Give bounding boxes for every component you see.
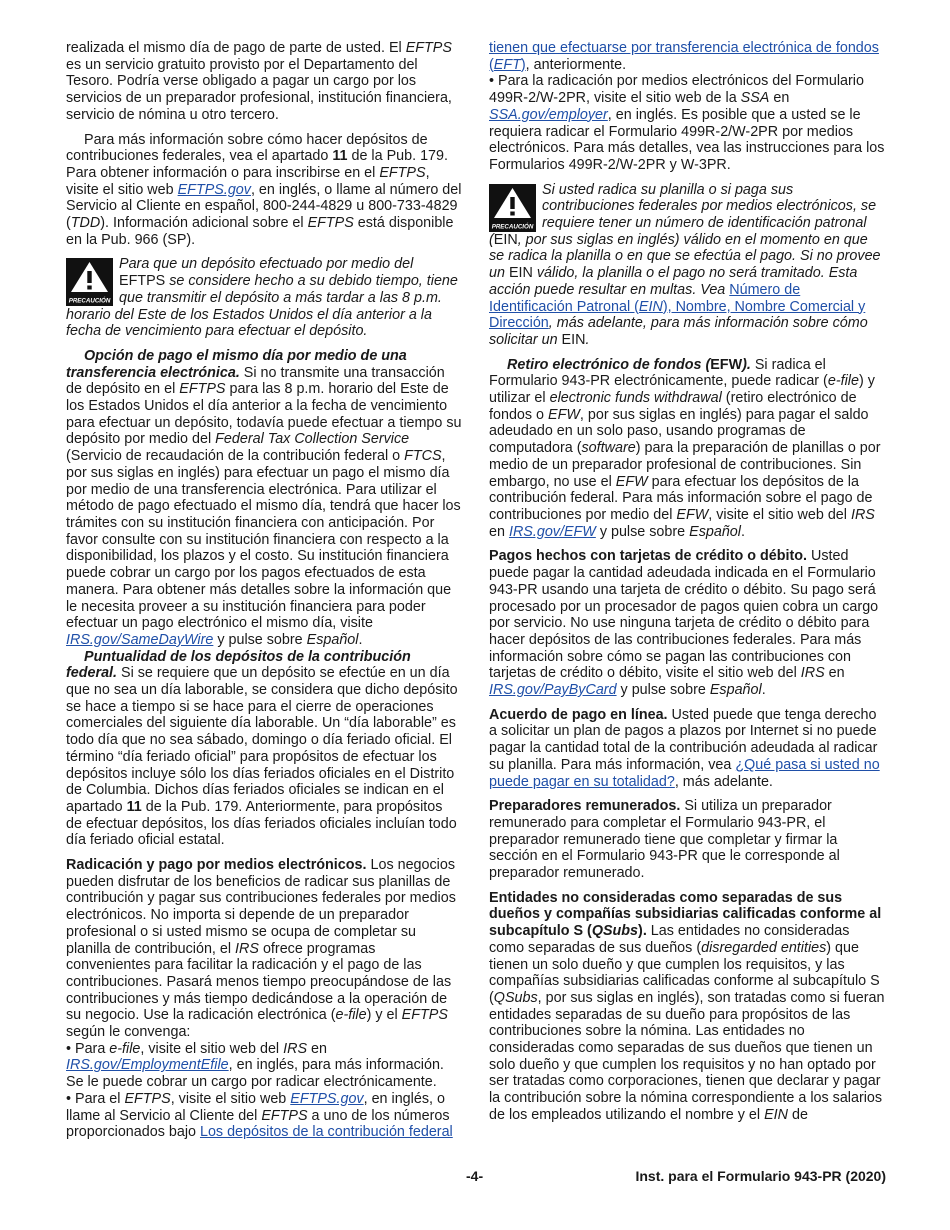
text-run: , en inglés, para más información. Se le puede cobrar un cargo por radicar electrónicamente. <box>66 1057 444 1091</box>
caution-note-deposit-timing <box>66 256 462 340</box>
hyperlink[interactable]: EFTPS.gov <box>177 181 251 198</box>
caution-text <box>489 182 885 349</box>
text-run: ). <box>638 923 647 940</box>
text-run: 11 <box>126 798 142 815</box>
text-run: EFTPS <box>261 1107 308 1124</box>
paragraph-paid-preparers <box>489 798 885 882</box>
text-run: , visite el sitio web del <box>140 1040 284 1057</box>
text-run: y pulse sobre <box>616 682 710 699</box>
text-run: Para que un depósito efectuado por medio del <box>119 256 414 273</box>
text-run: EIN <box>764 1106 789 1123</box>
text-run: EFTPS <box>307 215 354 232</box>
text-run: ). <box>742 356 751 373</box>
text-run: Si usted radica su planilla o si paga sus contribuciones federales por medios electrónicos, se requiere tener un número de identificación patronal ( <box>489 181 877 248</box>
text-run: ) que tienen un solo dueño y que cumplen los requisitos, y las compañías subsidiarias calificadas conforme al subcapítulo S ( <box>489 939 880 1006</box>
text-run: , visite el sitio web <box>170 1090 291 1107</box>
text-run: EFW <box>710 356 743 373</box>
text-run: Español <box>689 523 741 540</box>
hyperlink[interactable]: Número de Identificación Patronal ( <box>489 281 801 315</box>
text-run: realizada el mismo día de pago de parte de usted. El <box>66 40 406 56</box>
paragraph-online-payment <box>489 707 885 791</box>
caution-icon <box>66 258 113 306</box>
text-run: Si utiliza un preparador remunerado para completar el Formulario 943-PR, el preparador remunerado tiene que completar y firmar la sección en el Formulario 943-PR que le corresponde al preparador remunerado. <box>489 798 840 882</box>
text-run: EFW <box>615 473 648 490</box>
text-run: electronic funds withdrawal <box>549 390 722 407</box>
text-run: Federal Tax Collection Service <box>215 431 410 448</box>
footer-title: Inst. para el Formulario 943-PR (2020) <box>635 1168 886 1184</box>
text-run: para efectuar los depósitos de la contribución federal. Para más información sobre el pago de contribuciones por medio del <box>489 473 873 523</box>
text-run: Las entidades no consideradas como separadas de sus dueños ( <box>489 923 850 956</box>
text-run: Para más información sobre cómo hacer depósitos de contribuciones federales, vea el apartado <box>66 131 428 165</box>
bullet-efile <box>66 1041 462 1091</box>
text-run: EIN <box>493 231 518 248</box>
text-run: Radicación y pago por medios electrónicos. <box>66 857 367 874</box>
text-run: EFTPS <box>124 1090 171 1107</box>
hyperlink[interactable]: ¿Qué pasa si usted no puede pagar en su totalidad? <box>489 756 880 790</box>
text-run: para las 8 p.m. horario del Este de los Estados Unidos el día anterior a la fecha de vencimiento para efectuar un depósito, todavía puede efectuar a tiempo su depósito por medio del <box>66 381 462 448</box>
text-run: Si radica el Formulario 943-PR electrónicamente, puede radicar ( <box>489 356 828 390</box>
text-run: QSubs <box>591 923 639 940</box>
text-run: disregarded entities <box>701 939 827 956</box>
paragraph-timeliness <box>66 649 462 849</box>
text-run: IRS <box>800 665 825 682</box>
hyperlink[interactable]: ) <box>520 56 526 73</box>
text-run: (retiro electrónico de fondos o <box>489 390 857 423</box>
text-run: de la Pub. 179. Anteriormente, para propósitos de efectuar depósitos, los días feriados oficiales incluían todo día feriado oficial estatal. <box>66 798 457 849</box>
text-run: EFW <box>676 506 709 523</box>
text-run: Español <box>709 682 762 699</box>
text-run: Si no transmite una transacción de depósito en el <box>66 364 445 398</box>
text-run: • Para la radicación por medios electrónicos del Formulario 499R-2/W-2PR, visite el sitio web de la <box>489 73 864 107</box>
text-run: en <box>489 523 509 540</box>
text-run: TDD <box>70 215 101 232</box>
text-run: e-file <box>109 1040 141 1057</box>
text-run: . <box>740 523 745 540</box>
paragraph-electronic-filing <box>66 857 462 1041</box>
text-run: Usted puede que tenga derecho a solicitar un plan de pagos a plazos por Internet si no puede pagar la cantidad total de la contribución adeudada al radicar su planilla. Para más información, vea <box>489 706 878 773</box>
text-run: , anteriormente. <box>525 56 627 73</box>
text-run: software <box>581 440 636 457</box>
caution-icon <box>489 184 536 232</box>
hyperlink[interactable]: IRS.gov/SameDayWire <box>66 631 214 648</box>
text-run: (Servicio de recaudación de la contribución federal o <box>66 448 405 465</box>
text-run: e-file <box>827 373 859 390</box>
text-run: SSA <box>740 90 770 107</box>
text-run: EFTPS <box>379 164 426 181</box>
hyperlink[interactable]: EIN <box>638 298 663 315</box>
text-run: EFW <box>548 406 580 423</box>
text-run: EFTPS <box>119 273 166 290</box>
hyperlink[interactable]: IRS.gov/EmploymentEfile <box>66 1057 229 1074</box>
paragraph-eftps-free-service <box>66 40 462 124</box>
text-run: . <box>358 631 363 648</box>
text-run: 11 <box>332 148 348 165</box>
caution-text <box>66 256 462 340</box>
text-run: en <box>824 665 845 682</box>
text-run: Preparadores remunerados. <box>489 798 681 815</box>
text-run: IRS <box>283 1040 308 1057</box>
paragraph-efw <box>489 357 885 541</box>
hyperlink[interactable]: tienen que efectuarse por transferencia electrónica de fondos ( <box>489 40 879 73</box>
paragraph-deposit-info <box>66 132 462 249</box>
text-run: de <box>788 1106 808 1123</box>
text-run: IRS <box>235 940 259 957</box>
hyperlink[interactable]: SSA.gov/employer <box>489 106 608 123</box>
left-column <box>66 40 462 1141</box>
text-run: a uno de los números proporcionados bajo <box>66 1107 450 1141</box>
text-run: en <box>769 90 790 107</box>
text-run: válido, la planilla o el pago no será tramitado. Esta acción puede resultar en multas. Vea <box>489 265 858 298</box>
text-run: Retiro electrónico de fondos ( <box>507 356 711 373</box>
text-run: ) y utilizar el <box>489 373 875 407</box>
hyperlink[interactable]: IRS.gov/PayByCard <box>489 682 617 699</box>
page-number: -4- <box>466 1168 484 1184</box>
text-run: Puntualidad de los depósitos de la contribución federal. <box>66 648 411 682</box>
text-run: Opción de pago el mismo día por medio de una transferencia electrónica. <box>66 347 407 381</box>
bullet-eftps <box>66 1091 462 1141</box>
text-run: y pulse sobre <box>213 631 307 648</box>
page-footer <box>66 1168 886 1188</box>
text-run: , visite el sitio web <box>66 164 430 198</box>
hyperlink[interactable]: EFTPS.gov <box>290 1090 364 1107</box>
caution-label: PRECAUCIÓN <box>491 223 534 231</box>
caution-label: PRECAUCIÓN <box>68 297 111 305</box>
hyperlink[interactable]: Los depósitos de la contribución federal <box>199 1124 453 1141</box>
text-run: Entidades no consideradas como separadas de sus dueños y compañías subsidiarias calificadas conforme al subcapítulo S ( <box>489 889 882 940</box>
text-run: ) para la preparación de planillas o por medio de un preparador profesional de contribuciones. Sin embargo, no use el <box>489 440 881 490</box>
text-run: EFTPS <box>405 40 452 56</box>
text-run: , más adelante, para más información sobre cómo solicitar un <box>489 315 868 348</box>
text-run: , por sus siglas en inglés) para pagar el saldo adeudado en un solo paso, usando programas de computadora ( <box>489 406 869 457</box>
text-run: FTCS <box>404 448 442 465</box>
bullet-ssa <box>489 73 885 173</box>
text-run: • Para el <box>66 1090 125 1107</box>
paragraph-credit-card <box>489 548 885 698</box>
text-run: Los negocios pueden disfrutar de los beneficios de radicar sus planillas de contribución y pagar sus contribuciones federales por medios electrónicos. No importa si depende de un preparador profesional o si usted mismo se ocupa de completar su planilla de contribución, el <box>66 857 456 957</box>
text-run: ). Información adicional sobre el <box>100 215 308 232</box>
paragraph-same-day-wire <box>66 348 462 649</box>
text-run: . <box>761 682 766 699</box>
text-run: e-file <box>335 1007 367 1024</box>
text-run: , por sus siglas en inglés) válido en el momento en que se radica la planilla o en que se efectúa el pago. Si no provee un <box>489 231 881 282</box>
text-run: EFTPS <box>401 1007 448 1024</box>
hyperlink[interactable]: IRS.gov/EFW <box>508 523 596 540</box>
text-run: , por sus siglas en inglés), son tratadas como si fueran entidades separadas de su dueño para propósitos de las contribuciones sobre la nómina. Las entidades no consideradas como separadas de sus dueños que tienen un solo dueño y que cumplen los requisitos y no han optado por ser tratadas como corporaciones, tienen que declarar y pagar la contribución sobre la nómina correspondiente a los salarios de los empleados utilizando el nombre y el <box>489 989 885 1123</box>
text-run: . <box>585 331 590 348</box>
hyperlink[interactable]: EFT <box>493 56 521 73</box>
text-run: Pagos hechos con tarjetas de crédito o débito. <box>489 548 808 565</box>
text-run: , por sus siglas en inglés) para efectuar un pago el mismo día por medio de una transferencia electrónica. Para utilizar el método de pago efectuado el mismo día, tendrá que hacer los trámites con su institución financiera con anticipación. Por favor consulte con su institución financiera con respecto a la disponibilidad, los plazos y el costo. Su institución financiera puede cobrar un cargo por los pagos efectuados de esta manera. Para obtener más detalles sobre la información que le necesita proveer a su institución financiera para poder efectuar un pago electrónico el mismo día, visite <box>66 448 461 632</box>
text-run: Acuerdo de pago en línea. <box>489 706 668 723</box>
text-run: Si se requiere que un depósito se efectúe en un día que no sea un día laborable, se considera que dicho depósito se hace a tiempo si se hace para el cierre de operaciones comerciales del siguiente día laborable. Un “día laborable” es todo día que no sea sábado, domingo o día feriado oficial. El término “día feriado oficial” para propósitos de efectuar los depósitos incluye sólo los días feriados oficiales en el Distrito de Columbia. Dichos días feriados oficiales se indican en el apartado <box>66 665 458 815</box>
text-run: Usted puede pagar la cantidad adeudada indicada en el Formulario 943-PR usando una tarjeta de crédito o débito. Su pago será procesado por un procesador de pagos quien cobra un cargo por servicio. No use ninguna tarjeta de crédito o débito para hacer depósitos de las contribuciones federales. Para más información sobre cómo se pagan las contribuciones con tarjetas de crédito o débito, visite el sitio web del <box>489 548 879 682</box>
text-run: , visite el sitio web del <box>708 506 851 523</box>
right-column <box>489 40 885 1124</box>
text-run: EIN <box>561 331 586 348</box>
text-run: , en inglés, o llame al número del Servicio al Cliente en español, 800-244-4829 u 800-733-4829 ( <box>66 181 462 232</box>
text-run: EFTPS <box>179 381 226 398</box>
text-run: según le convenga: <box>66 1024 191 1041</box>
paragraph-eft-continued <box>489 40 885 73</box>
text-run: • Para <box>66 1040 110 1057</box>
text-run: está disponible en la Pub. 966 (SP). <box>66 215 454 248</box>
text-run: ) y el <box>366 1007 402 1024</box>
caution-note-ein <box>489 182 885 349</box>
text-run: EIN <box>508 265 533 282</box>
paragraph-disregarded-entities <box>489 890 885 1124</box>
text-run: IRS <box>850 506 875 523</box>
text-run: QSubs <box>493 989 538 1006</box>
text-run: Español <box>306 631 359 648</box>
text-run: y pulse sobre <box>595 523 690 540</box>
text-run: ofrece programas convenientes para facilitar la radicación y el pago de las contribuciones. Pasará menos tiempo preocupándose de las contribuciones y más tiempo dedicándose a la operación de su negocio. Use la radicación electrónica ( <box>66 940 452 1024</box>
hyperlink[interactable]: ), Nombre, Nombre Comercial y Dirección <box>489 298 866 332</box>
text-run: es un servicio gratuito provisto por el Departamento del Tesoro. Podría verse obligado a pagar un cargo por los servicios de un preparador profesional, institución financiera, servicio de nómina u otro tercero. <box>66 56 452 123</box>
text-run: , más adelante. <box>674 773 773 790</box>
text-run: se considere hecho a su debido tiempo, tiene que transmitir el depósito a más tardar a las 8 p.m. horario del Este de los Estados Unidos el día anterior a la fecha de vencimiento para efectuar el depósito. <box>66 273 458 340</box>
text-run: , en inglés, o llame al Servicio al Cliente del <box>66 1090 445 1124</box>
text-run: en <box>307 1040 327 1057</box>
text-run: de la Pub. 179. Para obtener información o para inscribirse en el <box>66 148 448 181</box>
text-run: , en inglés. Es posible que a usted se le requiera radicar el Formulario 499R-2/W-2PR por medios electrónicos. Para más detalles, vea las instrucciones para los Formularios 499R-2/W-2PR y W-3PR. <box>489 106 885 173</box>
